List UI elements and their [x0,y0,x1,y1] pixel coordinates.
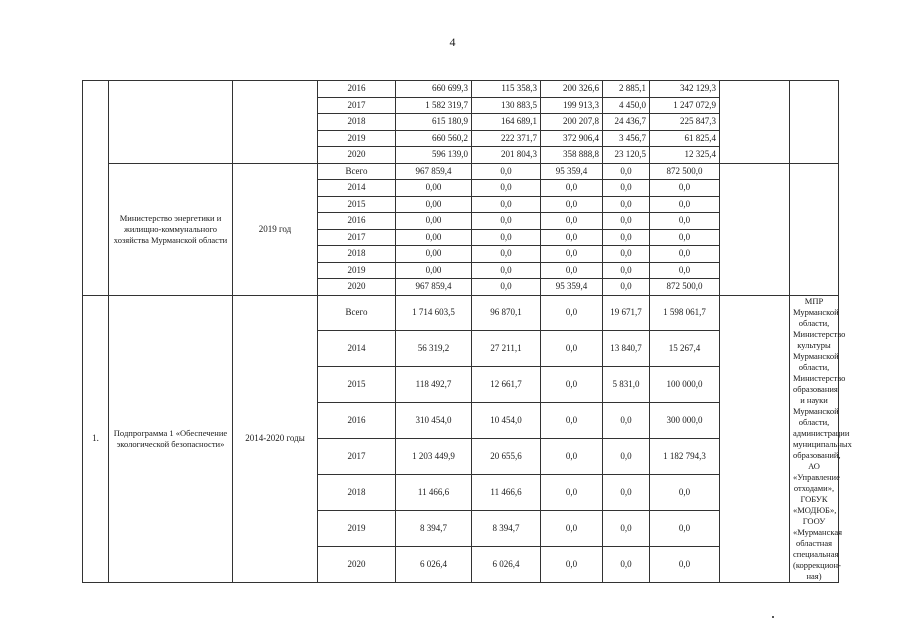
value-cell: 0,0 [541,367,603,403]
value-cell: 12 661,7 [472,367,541,403]
total-cell: 56 319,2 [396,331,472,367]
period-cell [233,81,318,164]
value-cell: 0,0 [603,262,650,279]
value-cell: 8 394,7 [472,510,541,546]
value-cell: 23 120,5 [603,147,650,164]
value-cell: 0,0 [541,331,603,367]
total-cell: 118 492,7 [396,367,472,403]
value-cell: 0,0 [650,262,720,279]
value-cell: 0,0 [541,213,603,230]
year-cell: 2019 [318,130,396,147]
value-cell: 11 466,6 [472,474,541,510]
value-cell: 96 870,1 [472,295,541,331]
value-cell: 0,0 [541,196,603,213]
total-cell: 6 026,4 [396,546,472,582]
value-cell: 358 888,8 [541,147,603,164]
table-row [83,163,839,180]
total-cell: 0,00 [396,246,472,263]
year-cell: Всего [318,163,396,180]
year-cell: 2016 [318,213,396,230]
value-cell: 0,0 [603,196,650,213]
number-cell [83,163,109,295]
year-cell: Всего [318,295,396,331]
total-cell: 1 203 449,9 [396,439,472,475]
period-cell: 2019 год [233,163,318,295]
value-cell: 95 359,4 [541,279,603,296]
value-cell: 0,0 [650,180,720,197]
executor-cell [790,81,839,164]
year-cell: 2017 [318,97,396,114]
value-cell: 0,0 [603,229,650,246]
value-cell: 0,0 [472,246,541,263]
total-cell: 0,00 [396,262,472,279]
value-cell: 0,0 [541,439,603,475]
value-cell: 0,0 [650,229,720,246]
year-cell: 2015 [318,367,396,403]
value-cell: 0,0 [541,510,603,546]
value-cell: 100 000,0 [650,367,720,403]
value-cell: 61 825,4 [650,130,720,147]
value-cell: 0,0 [541,246,603,263]
value-cell: 0,0 [472,229,541,246]
value-cell: 0,0 [650,474,720,510]
value-cell: 0,0 [650,213,720,230]
year-cell: 2018 [318,114,396,131]
value-cell: 0,0 [472,262,541,279]
total-cell: 11 466,6 [396,474,472,510]
value-cell: 13 840,7 [603,331,650,367]
value-cell: 199 913,3 [541,97,603,114]
value-cell: 3 456,7 [603,130,650,147]
value-cell: 222 371,7 [472,130,541,147]
total-cell: 0,00 [396,180,472,197]
name-cell [109,81,233,164]
year-cell: 2020 [318,147,396,164]
value-cell: 0,0 [603,474,650,510]
value-cell: 0,0 [650,546,720,582]
year-cell: 2018 [318,246,396,263]
continuation-block [83,81,839,164]
total-cell: 967 859,4 [396,163,472,180]
value-cell: 0,0 [603,246,650,263]
value-cell: 20 655,6 [472,439,541,475]
value-cell: 19 671,7 [603,295,650,331]
value-cell: 130 883,5 [472,97,541,114]
number-cell [83,81,109,164]
value-cell: 12 325,4 [650,147,720,164]
total-cell: 0,00 [396,196,472,213]
value-cell: 0,0 [472,196,541,213]
value-cell: 200 207,8 [541,114,603,131]
value-cell: 342 129,3 [650,81,720,98]
page-number: 4 [449,35,456,49]
total-cell: 1 582 319,7 [396,97,472,114]
year-cell: 2017 [318,439,396,475]
value-cell: 4 450,0 [603,97,650,114]
value-cell: 300 000,0 [650,403,720,439]
subprogram-block [83,295,852,582]
value-cell: 0,0 [603,546,650,582]
period-cell: 2014-2020 годы [233,295,318,582]
year-cell: 2017 [318,229,396,246]
value-cell: 15 267,4 [650,331,720,367]
value-cell: 0,0 [472,213,541,230]
value-cell: 0,0 [603,403,650,439]
value-cell: 0,0 [603,163,650,180]
indicator-cell [720,81,790,164]
total-cell: 660 699,3 [396,81,472,98]
executors-cell: МПР Мурманской области, Министерство культуры Мурманской области, Министерство образования и науки Мурманской области, администрации муниципальных образований, АО «Управление отходами», ГОБУК «МОДЮБ», ГООУ «Мурманская областная специальная (коррекцион-ная) [790,295,839,582]
value-cell: 0,0 [541,546,603,582]
year-cell: 2019 [318,510,396,546]
value-cell: 0,0 [541,295,603,331]
year-cell: 2020 [318,546,396,582]
value-cell: 225 847,3 [650,114,720,131]
value-cell: 0,0 [541,229,603,246]
value-cell: 0,0 [472,180,541,197]
total-cell: 8 394,7 [396,510,472,546]
total-cell: 1 714 603,5 [396,295,472,331]
energy-ministry-block [83,163,839,295]
year-cell: 2014 [318,331,396,367]
value-cell: 27 211,1 [472,331,541,367]
indicator-cell [720,163,790,295]
value-cell: 1 247 072,9 [650,97,720,114]
budget-table [82,80,852,583]
value-cell: 0,0 [650,510,720,546]
value-cell: 0,0 [472,163,541,180]
year-cell: 2019 [318,262,396,279]
value-cell: 0,0 [541,180,603,197]
value-cell: 1 182 794,3 [650,439,720,475]
year-cell: 2016 [318,81,396,98]
year-cell: 2016 [318,403,396,439]
value-cell: 10 454,0 [472,403,541,439]
value-cell: 95 359,4 [541,163,603,180]
value-cell: 0,0 [603,279,650,296]
value-cell: 0,0 [541,262,603,279]
value-cell: 6 026,4 [472,546,541,582]
value-cell: 24 436,7 [603,114,650,131]
year-cell: 2018 [318,474,396,510]
value-cell: 872 500,0 [650,163,720,180]
responsible-name-cell: Министерство энергетики и жилищно-коммунального хозяйства Мурманской области [109,163,233,295]
indicator-cell [720,295,790,582]
value-cell: 164 689,1 [472,114,541,131]
value-cell: 0,0 [541,474,603,510]
executor-cell [790,163,839,295]
value-cell: 0,0 [650,246,720,263]
table-row [83,295,839,331]
scan-mark [772,616,774,618]
value-cell: 2 885,1 [603,81,650,98]
value-cell: 0,0 [603,213,650,230]
subprogram-name-cell: Подпрограмма 1 «Обеспечение экологической безопасности» [109,295,233,582]
value-cell: 0,0 [472,279,541,296]
total-cell: 310 454,0 [396,403,472,439]
value-cell: 200 326,6 [541,81,603,98]
value-cell: 0,0 [603,180,650,197]
value-cell: 0,0 [603,510,650,546]
value-cell: 0,0 [541,403,603,439]
total-cell: 0,00 [396,229,472,246]
value-cell: 1 598 061,7 [650,295,720,331]
total-cell: 967 859,4 [396,279,472,296]
table-row [83,81,839,98]
year-cell: 2014 [318,180,396,197]
value-cell: 5 831,0 [603,367,650,403]
value-cell: 372 906,4 [541,130,603,147]
year-cell: 2020 [318,279,396,296]
total-cell: 0,00 [396,213,472,230]
total-cell: 596 139,0 [396,147,472,164]
total-cell: 660 560,2 [396,130,472,147]
value-cell: 115 358,3 [472,81,541,98]
total-cell: 615 180,9 [396,114,472,131]
year-cell: 2015 [318,196,396,213]
number-cell: 1. [83,295,109,582]
value-cell: 872 500,0 [650,279,720,296]
value-cell: 0,0 [650,196,720,213]
value-cell: 0,0 [603,439,650,475]
value-cell: 201 804,3 [472,147,541,164]
